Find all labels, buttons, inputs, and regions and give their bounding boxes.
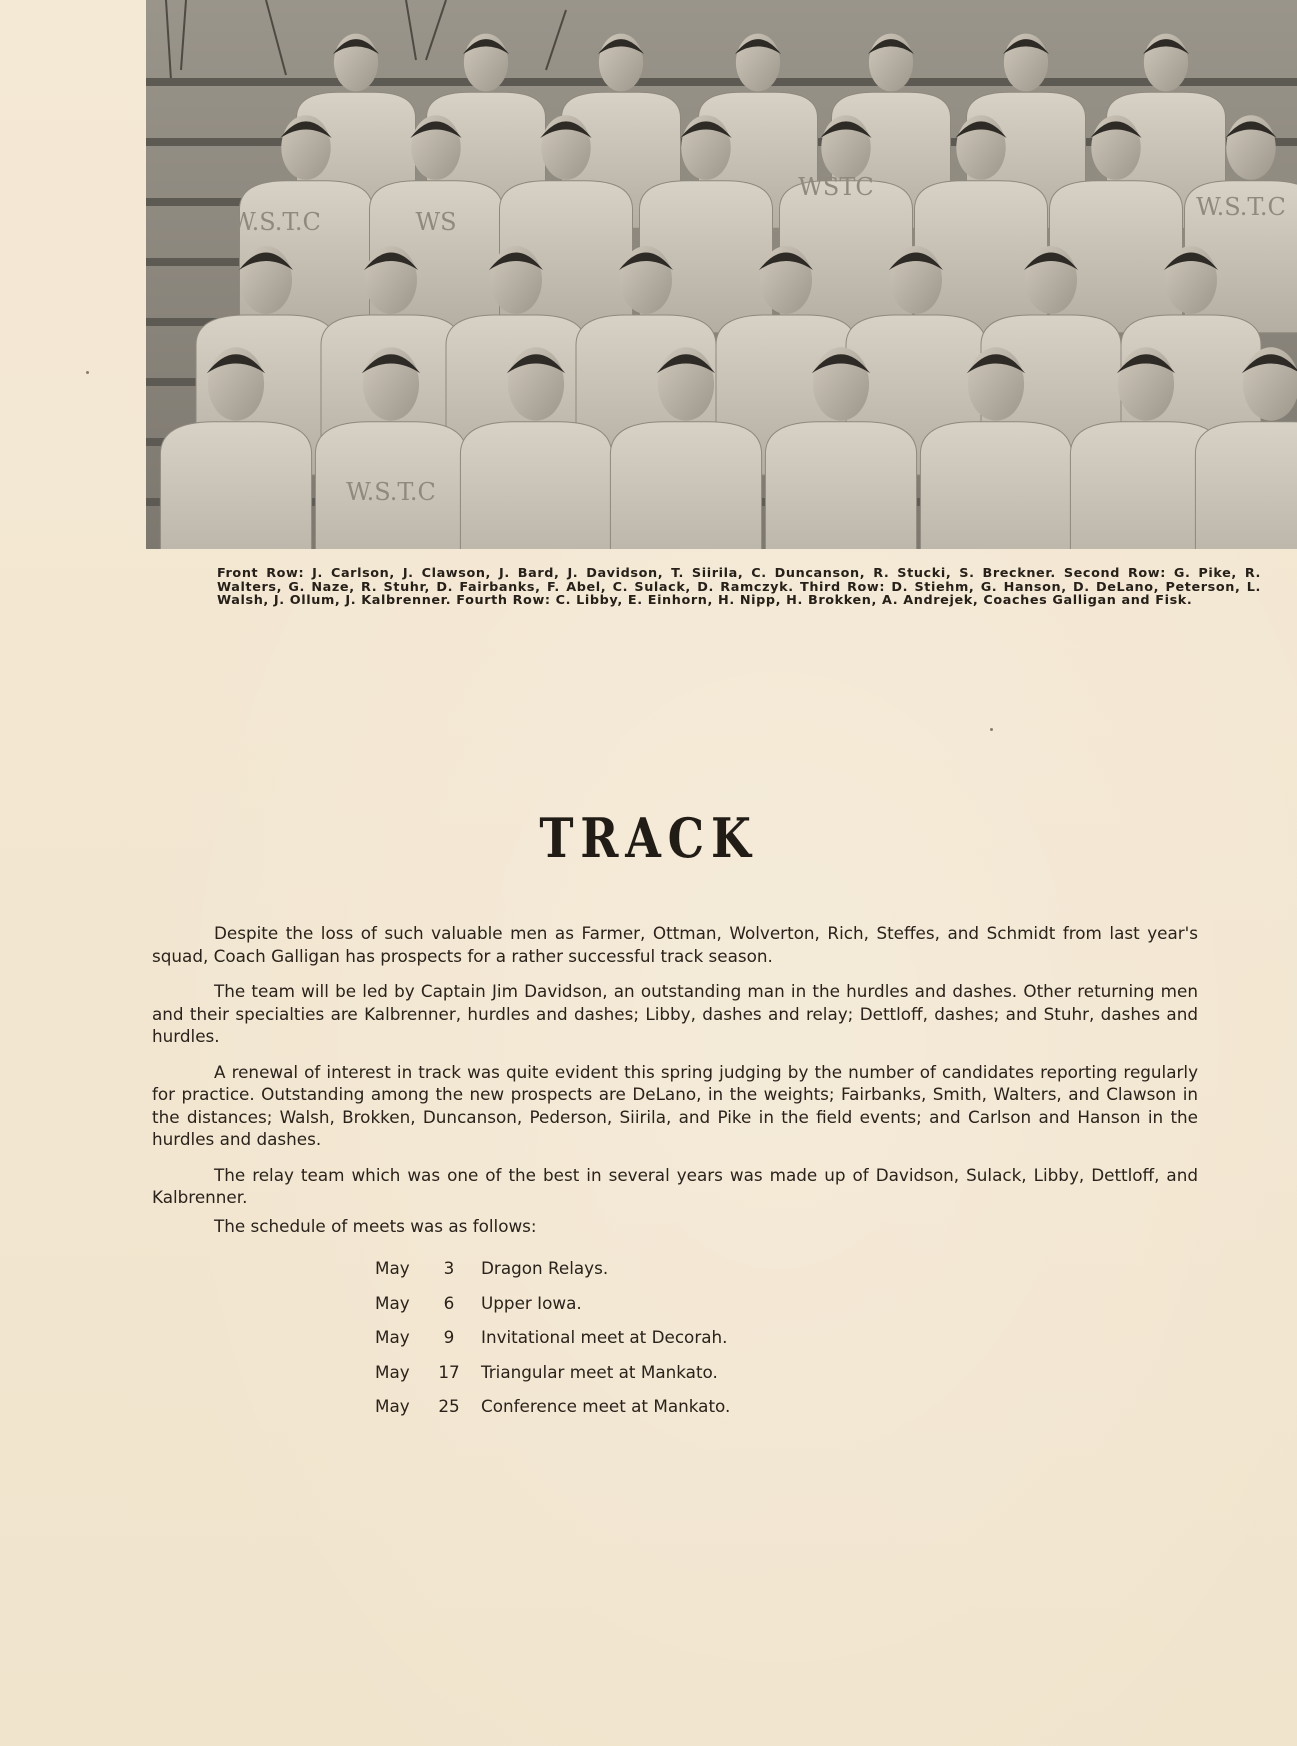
schedule-month: May [375,1258,410,1279]
schedule-intro: The schedule of meets was as follows: [214,1216,537,1236]
photo-caption: Front Row: J. Carlson, J. Clawson, J. Bard, J. Davidson, T. Siirila, C. Duncanson, R. Stucki, S. Breckner. Second Row: G. Pike, R. Walters, G. Naze, R. Stuhr, D. Fairbanks, F. Abel, C. Sulack, D. Ramczyk. Third Row: D. Stiehm, G. Hanson, D. DeLano, Peterson, L. Walsh, J. Ollum, J. Kalbrenner. Fourth Row: C. Libby, E. Einhorn, H. Nipp, H. Brokken, A. Andrejek, Coaches Galligan and Fisk. [217,566,1261,608]
article-body [152,922,1198,1222]
paragraph-1: Despite the loss of such valuable men as Farmer, Ottman, Wolverton, Rich, Steffes, and Schmidt from last year's squad, Coach Galligan has prospects for a rather successful track season. [152,923,1198,966]
page-title: TRACK [539,806,758,870]
schedule-month: May [375,1327,410,1348]
schedule-day: 6 [443,1292,455,1313]
sweater-lettering: W.S.T.C [1196,193,1286,221]
schedule-day: 9 [443,1327,455,1348]
schedule-day: 25 [438,1396,460,1417]
meet-schedule [375,1251,801,1424]
team-photo-image [146,0,1297,549]
sweater-lettering: W.S.T.C [231,208,321,236]
bleacher-board [146,78,1297,86]
schedule-row [375,1355,801,1390]
paper-speck [990,728,993,731]
schedule-row [375,1251,801,1286]
schedule-day: 17 [438,1361,460,1382]
schedule-month: May [375,1396,410,1417]
paragraph-3: A renewal of interest in track was quite evident this spring judging by the number of candidates reporting regularly for practice. Outstanding among the new prospects are DeLano, in the weights; Fairbanks, Smith, Walters, and Clawson in the distances; Walsh, Brokken, Duncanson, Pederson, Siirila, and Pike in the field events; and Carlson and Hanson in the hurdles and dashes. [152,1061,1198,1149]
team-photo [146,0,1297,549]
schedule-row [375,1320,801,1355]
schedule-event: Triangular meet at Mankato. [481,1361,718,1382]
schedule-month: May [375,1361,410,1382]
schedule-month: May [375,1292,410,1313]
schedule-event: Conference meet at Mankato. [481,1396,731,1417]
schedule-event: Upper Iowa. [481,1292,582,1313]
schedule-event: Dragon Relays. [481,1258,609,1279]
schedule-row [375,1286,801,1321]
schedule-day: 3 [443,1258,455,1279]
sweater-lettering: WSTC [798,173,874,201]
schedule-row [375,1389,801,1424]
paper-speck [86,371,89,374]
paragraph-4: The relay team which was one of the best in several years was made up of Davidson, Sulack, Libby, Dettloff, and Kalbrenner. [152,1164,1198,1207]
sweater-lettering: WS [415,208,457,236]
paragraph-2: The team will be led by Captain Jim Davidson, an outstanding man in the hurdles and dashes. Other returning men and their specialties are Kalbrenner, hurdles and dashes; Libby, dashes and relay; Dettloff, dashes; and Stuhr, dashes and hurdles. [152,981,1198,1046]
sweater-lettering: W.S.T.C [346,478,436,506]
schedule-event: Invitational meet at Decorah. [481,1327,728,1348]
